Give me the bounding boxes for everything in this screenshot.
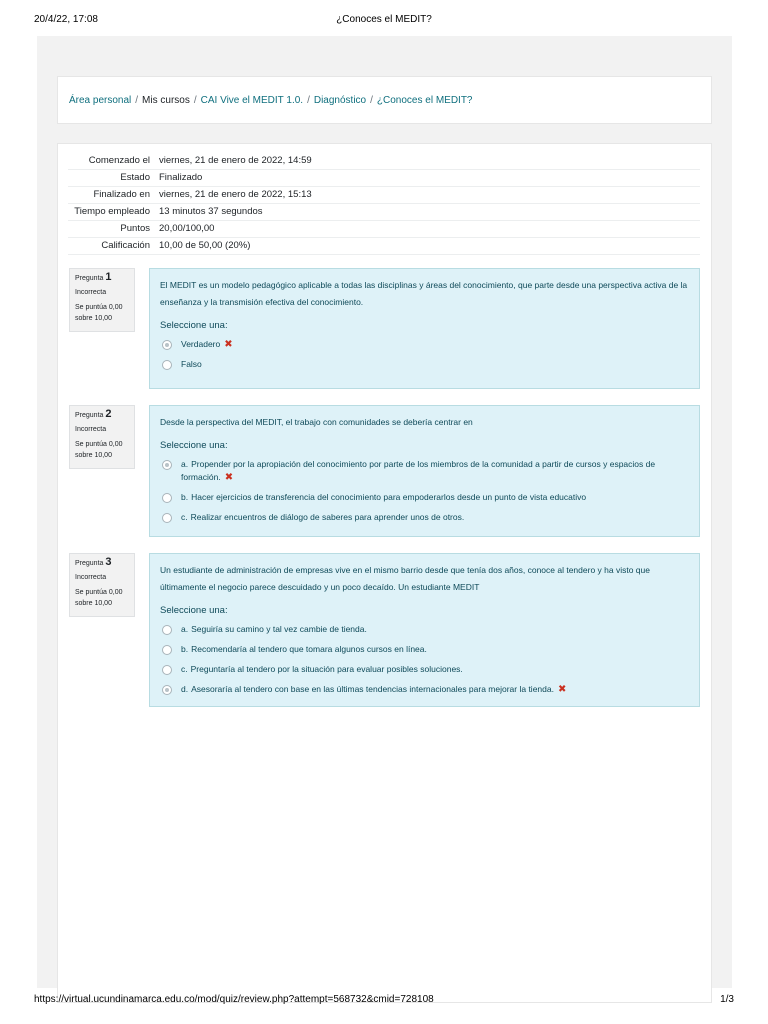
answer-number: c. — [181, 512, 188, 522]
question-3-info — [69, 553, 135, 617]
answer-option-b — [160, 487, 689, 507]
answer-number: b. — [181, 492, 189, 502]
breadcrumb-separator: / — [193, 95, 197, 106]
answer-text: Falso — [181, 359, 202, 369]
answer-option-a — [160, 454, 689, 487]
question-2-content — [149, 405, 700, 537]
summary-label: Puntos — [120, 223, 150, 234]
breadcrumb-item-area-personal[interactable]: Área personal — [69, 95, 132, 106]
question-number: 1 — [105, 271, 112, 283]
print-page-number: 1/3 — [720, 994, 734, 1005]
question-number: 3 — [105, 556, 112, 568]
summary-row-started — [68, 153, 700, 170]
answer-text: Propender por la apropiación del conocimiento por parte de los miembros de la comunidad a partir de cursos y espacios de formación. — [181, 459, 656, 482]
summary-row-grade — [68, 238, 700, 255]
question-1-content — [149, 268, 700, 389]
question-state: Incorrecta — [75, 289, 107, 296]
radio-icon — [162, 340, 172, 350]
attempt-summary-table — [68, 153, 700, 255]
breadcrumb-separator: / — [370, 95, 373, 106]
radio-icon — [162, 493, 172, 503]
summary-label: Estado — [120, 172, 150, 183]
question-prompt: Seleccione una: — [160, 320, 228, 331]
radio-icon — [162, 513, 172, 523]
question-label: Pregunta — [75, 412, 104, 419]
summary-row-points — [68, 221, 700, 238]
summary-row-time — [68, 204, 700, 221]
answer-number: d. — [181, 684, 189, 694]
answer-text: Asesoraría al tendero con base en las últimas tendencias internacionales para mejorar la tienda. — [191, 684, 554, 694]
answer-option-verdadero — [160, 334, 689, 354]
radio-icon — [162, 460, 172, 470]
summary-value: 13 minutos 37 segundos — [159, 206, 263, 217]
answer-text: Recomendaría al tendero que tomara algunos cursos en línea. — [191, 644, 427, 654]
print-url: https://virtual.ucundinamarca.edu.co/mod/quiz/review.php?attempt=568732&cmid=728108 — [34, 994, 434, 1005]
answer-number: b. — [181, 644, 189, 654]
print-footer — [0, 994, 768, 1012]
breadcrumb-item-quiz[interactable]: ¿Conoces el MEDIT? — [376, 95, 473, 106]
question-2-info — [69, 405, 135, 469]
answer-option-falso — [160, 354, 689, 374]
answer-list — [160, 454, 689, 527]
summary-value: viernes, 21 de enero de 2022, 15:13 — [159, 189, 312, 200]
question-state: Incorrecta — [75, 426, 107, 433]
breadcrumb-item-course[interactable]: CAI Vive el MEDIT 1.0. — [200, 95, 304, 106]
print-header — [0, 14, 768, 32]
question-prompt: Seleccione una: — [160, 440, 228, 451]
answer-option-b — [160, 639, 689, 659]
answer-number: a. — [181, 459, 189, 469]
radio-icon — [162, 625, 172, 635]
breadcrumb-separator: / — [307, 95, 310, 106]
question-grade: Se puntúa 0,00 sobre 10,00 — [75, 304, 123, 322]
question-3-content — [149, 553, 700, 707]
print-title: ¿Conoces el MEDIT? — [336, 14, 432, 25]
summary-row-state — [68, 170, 700, 187]
cross-icon: ✖ — [224, 472, 234, 483]
summary-label: Calificación — [101, 240, 150, 251]
summary-label: Finalizado en — [93, 189, 150, 200]
question-grade: Se puntúa 0,00 sobre 10,00 — [75, 589, 123, 607]
summary-value: Finalizado — [159, 172, 203, 183]
print-datetime: 20/4/22, 17:08 — [34, 14, 98, 25]
answer-option-d — [160, 679, 689, 699]
answer-text: Realizar encuentros de diálogo de saberes para aprender unos de otros. — [190, 512, 465, 522]
cross-icon: ✖ — [224, 339, 233, 350]
question-text: El MEDIT es un modelo pedagógico aplicable a todas las disciplinas y áreas del conocimiento, que parte desde una perspectiva activa de la enseñanza y la transmisión efectiva del conocimiento. — [160, 280, 688, 307]
breadcrumb-item-diagnostico[interactable]: Diagnóstico — [313, 95, 367, 106]
answer-text: Verdadero — [181, 339, 221, 349]
summary-value: 20,00/100,00 — [159, 223, 215, 234]
cross-icon: ✖ — [557, 684, 567, 695]
question-number: 2 — [105, 408, 112, 420]
answer-option-c — [160, 659, 689, 679]
question-text: Un estudiante de administración de empresas vive en el mismo barrio desde que tenía dos años, conoce al tendero y ha visto que últimamente el negocio parece descuidado y un poco decaído. Un estudiante MEDIT — [160, 565, 650, 592]
radio-icon — [162, 665, 172, 675]
answer-text: Seguiría su camino y tal vez cambie de tienda. — [191, 624, 367, 634]
summary-value: viernes, 21 de enero de 2022, 14:59 — [159, 155, 312, 166]
radio-icon — [162, 360, 172, 370]
question-grade: Se puntúa 0,00 sobre 10,00 — [75, 441, 123, 459]
answer-number: a. — [181, 624, 189, 634]
question-state: Incorrecta — [75, 574, 107, 581]
radio-icon — [162, 685, 172, 695]
summary-value: 10,00 de 50,00 (20%) — [159, 240, 251, 251]
answer-text: Preguntaría al tendero por la situación para evaluar posibles soluciones. — [190, 664, 463, 674]
answer-option-a — [160, 619, 689, 639]
breadcrumb — [57, 76, 712, 124]
summary-label: Comenzado el — [88, 155, 150, 166]
radio-icon — [162, 645, 172, 655]
question-prompt: Seleccione una: — [160, 605, 228, 616]
summary-label: Tiempo empleado — [74, 206, 150, 217]
answer-option-c — [160, 507, 689, 527]
answer-text: Hacer ejercicios de transferencia del conocimiento para empoderarlos desde un punto de vista educativo — [191, 492, 587, 502]
summary-row-finished — [68, 187, 700, 204]
question-1-info — [69, 268, 135, 332]
answer-number: c. — [181, 664, 188, 674]
breadcrumb-separator: / — [135, 95, 139, 106]
question-label: Pregunta — [75, 275, 104, 282]
answer-list — [160, 619, 689, 699]
answer-list — [160, 334, 689, 374]
breadcrumb-item-mis-cursos: Mis cursos — [142, 95, 190, 106]
question-label: Pregunta — [75, 560, 104, 567]
question-text: Desde la perspectiva del MEDIT, el trabajo con comunidades se debería centrar en — [160, 417, 473, 427]
